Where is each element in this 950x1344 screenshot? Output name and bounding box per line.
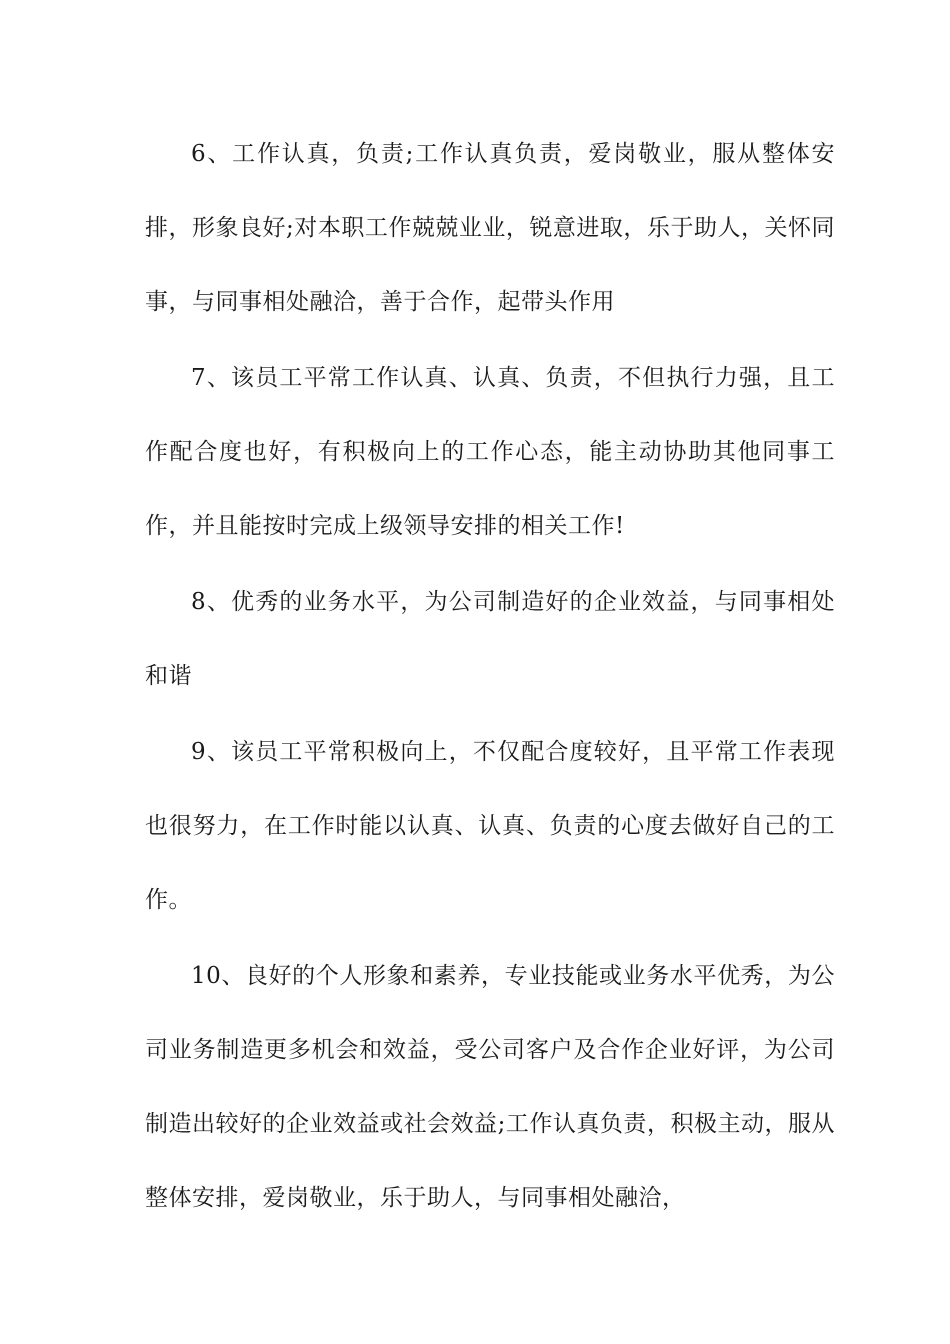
paragraph-item-6: 6、工作认真，负责;工作认真负责，爱岗敬业，服从整体安排，形象良好;对本职工作兢兢业业，锐意进取，乐于助人，关怀同事，与同事相处融洽，善于合作，起带头作用: [145, 141, 835, 315]
paragraph-item-7: 7、该员工平常工作认真、认真、负责，不但执行力强，且工作配合度也好，有积极向上的工作心态，能主动协助其他同事工作，并且能按时完成上级领导安排的相关工作!: [145, 365, 835, 539]
paragraph-item-8: 8、优秀的业务水平，为公司制造好的企业效益，与同事相处和谐: [145, 589, 835, 689]
paragraph-item-9: 9、该员工平常积极向上，不仅配合度较好，且平常工作表现也很努力，在工作时能以认真、认真、负责的心度去做好自己的工作。: [145, 739, 835, 913]
paragraph-item-10: 10、良好的个人形象和素养，专业技能或业务水平优秀，为公司业务制造更多机会和效益，受公司客户及合作企业好评，为公司制造出较好的企业效益或社会效益;工作认真负责，积极主动，服从整体安排，爱岗敬业，乐于助人，与同事相处融洽，: [145, 963, 835, 1211]
